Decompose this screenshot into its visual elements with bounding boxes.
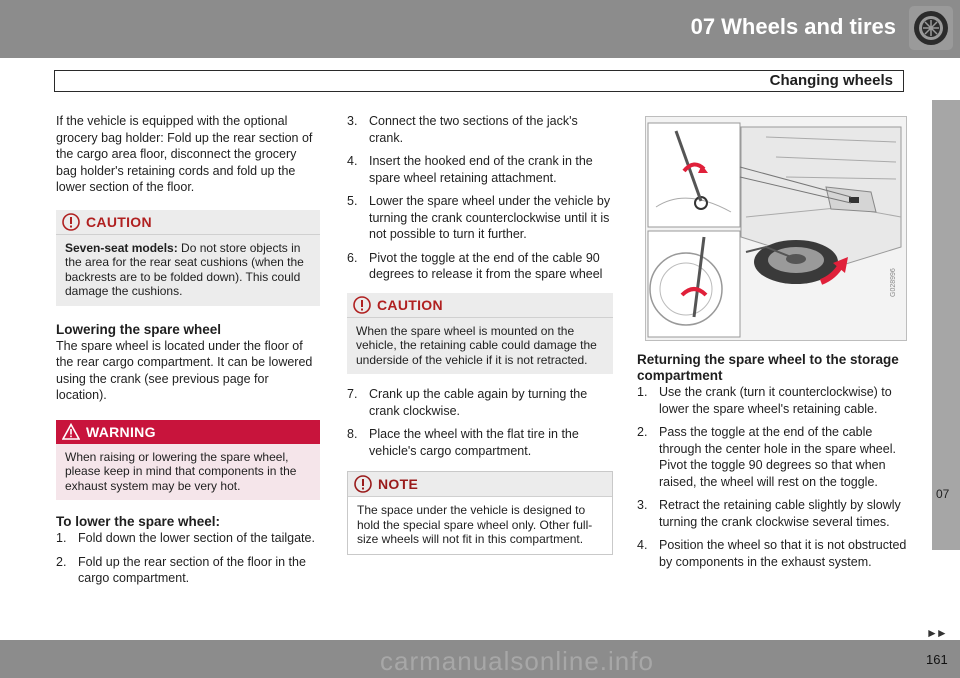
heading-returning: Returning the spare wheel to the storage compartment — [637, 352, 899, 383]
spare-wheel-drawing — [646, 117, 906, 340]
heading-to-lower: To lower the spare wheel: — [56, 514, 221, 529]
caution-box-seven-seat — [56, 210, 320, 306]
intro-paragraph: If the vehicle is equipped with the optional grocery bag holder: Fold up the rear section of the cargo area floor, disconnect the grocery bag holder's retaining cords and fold up the lower section of the floor. — [56, 114, 313, 194]
list-item: 8. Place the wheel with the flat tire in the vehicle's cargo compartment. — [347, 427, 579, 458]
caution-title: CAUTION — [86, 213, 152, 230]
figure-code: G028996 — [890, 268, 897, 297]
section-bar — [54, 70, 904, 92]
next-page-arrows-icon: ►► — [926, 626, 946, 640]
chapter-tab-label: 07 — [936, 487, 950, 501]
list-item: 2. Fold up the rear section of the floor in the cargo compartment. — [56, 554, 306, 585]
list-item: 1. Fold down the lower section of the tailgate. — [56, 531, 315, 545]
page-number: 161 — [926, 652, 948, 667]
caution-text: When the spare wheel is mounted on the vehicle, the retaining cable could damage the underside of the vehicle if it is not retracted. — [356, 323, 597, 367]
note-text: The space under the vehicle is designed to hold the special spare wheel only. Other full-size wheels will not fit in this compartment. — [357, 503, 593, 546]
list-item: 1. Use the crank (turn it counterclockwise) to lower the spare wheel's retaining cable. — [637, 385, 892, 416]
tire-icon — [909, 6, 953, 50]
list-item: 4. Insert the hooked end of the crank in the spare wheel retaining attachment. — [347, 154, 593, 185]
list-item: 3. Connect the two sections of the jack's crank. — [347, 114, 578, 145]
note-box — [347, 471, 613, 555]
chapter-tab — [932, 100, 960, 550]
column-2 — [347, 113, 613, 555]
chapter-title: 07 Wheels and tires — [690, 14, 896, 39]
steps-list-lower — [56, 530, 320, 587]
column-3 — [637, 352, 909, 577]
caution-text: Do not store objects in the area for the rear seat cushions (when the backrests are to be folded down). This could damage the cushions. — [65, 240, 304, 298]
list-item: 7. Crank up the cable again by turning the crank clockwise. — [347, 387, 588, 418]
column-1 — [56, 113, 320, 594]
lowering-paragraph: The spare wheel is located under the floor of the rear cargo compartment. It can be lowered using the crank (see previous page for location). — [56, 338, 313, 402]
warning-text: When raising or lowering the spare wheel, please keep in mind that components in the exhaust system may be very hot. — [65, 449, 297, 493]
caution-icon — [353, 296, 371, 314]
list-item: 4. Position the wheel so that it is not obstructed by components in the exhaust system. — [637, 538, 907, 569]
note-icon — [354, 475, 372, 493]
steps-list-7-8 — [347, 386, 613, 459]
steps-list-3-6 — [347, 113, 613, 283]
heading-lowering: Lowering the spare wheel — [56, 321, 222, 337]
section-title: Changing wheels — [769, 72, 893, 89]
page-header — [0, 0, 960, 58]
warning-triangle-icon — [62, 423, 80, 441]
caution-title: CAUTION — [377, 296, 443, 313]
warning-box — [56, 420, 320, 501]
spare-wheel-illustration — [645, 116, 907, 341]
caution-box-retaining-cable — [347, 293, 613, 375]
list-item: 5. Lower the spare wheel under the vehicle by turning the crank counterclockwise until it is not possible to turn it further. — [347, 194, 611, 241]
caution-icon — [62, 213, 80, 231]
watermark: carmanualsonline.info — [380, 646, 654, 676]
list-item: 3. Retract the retaining cable slightly by slowly turning the crank clockwise several times. — [637, 498, 901, 529]
list-item: 2. Pass the toggle at the end of the cable through the center hole in the spare wheel. Pivot the toggle 90 degrees so that when raised, the wheel will rest on the toggle. — [637, 425, 896, 489]
list-item: 6. Pivot the toggle at the end of the cable 90 degrees to release it from the spare wheel — [347, 250, 603, 281]
caution-lead: Seven-seat models: — [65, 240, 178, 255]
steps-list-return — [637, 384, 909, 570]
note-title: NOTE — [378, 476, 419, 492]
warning-title: WARNING — [86, 423, 156, 440]
